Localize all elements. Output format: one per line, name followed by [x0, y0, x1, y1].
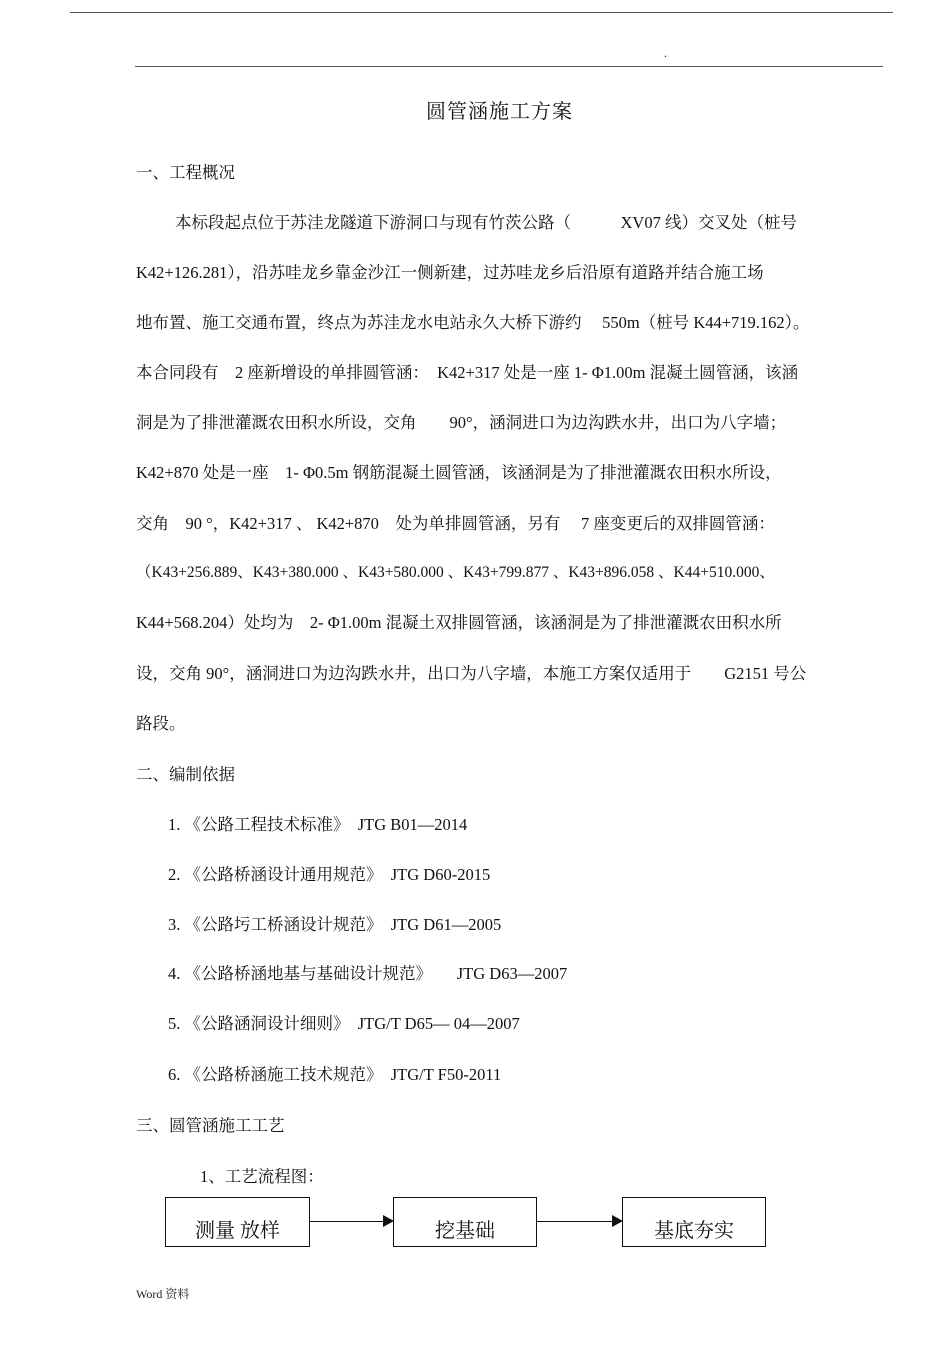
- paragraph-line: K42+870 处是一座 1- Φ0.5m 钢筋混凝土圆管涵，该涵洞是为了排泄灌溉农田积水所设，: [136, 463, 782, 482]
- paragraph-line: （K43+256.889、K43+380.000 、K43+580.000 、K43+799.877 、K43+896.058 、K44+510.000、: [136, 564, 775, 581]
- paragraph-line: K44+568.204）处均为 2- Φ1.00m 混凝土双排圆管涵，该涵洞是为了排泄灌溉农田积水所: [136, 613, 782, 632]
- flow-step-label: 基底夯实: [654, 1220, 734, 1242]
- header-mark: .: [664, 46, 667, 60]
- reference-item: 4. 《公路桥涵地基与基础设计规范》 JTG D63—2007: [168, 964, 568, 983]
- section-heading-basis: 二、编制依据: [136, 765, 235, 784]
- paragraph-line: K42+126.281），沿苏哇龙乡靠金沙江一侧新建，过苏哇龙乡后沿原有道路并结合施工场: [136, 263, 764, 282]
- flowchart-caption: 1、工艺流程图：: [200, 1167, 324, 1186]
- flow-step-label: 测量 放样: [195, 1220, 280, 1242]
- reference-item: 6. 《公路桥涵施工技术规范》 JTG/T F50-2011: [168, 1065, 502, 1084]
- header-rule-bottom: [135, 66, 883, 67]
- section-heading-process: 三、圆管涵施工工艺: [136, 1116, 285, 1135]
- paragraph-line: 洞是为了排泄灌溉农田积水所设，交角 90°，涵洞进口为边沟跌水井，出口为八字墙；: [136, 413, 787, 432]
- document-title: 圆管涵施工方案: [426, 101, 573, 123]
- flow-arrow-line: [310, 1221, 384, 1222]
- paragraph-line: 交角 90 °，K42+317 、 K42+870 处为单排圆管涵，另有 7 座变更后的双排圆管涵：: [136, 514, 775, 533]
- section-heading-overview: 一、工程概况: [136, 163, 235, 182]
- paragraph-line: 设，交角 90°，涵洞进口为边沟跌水井，出口为八字墙，本施工方案仅适用于 G2151 号公: [136, 664, 807, 683]
- footer-label: Word 资料: [136, 1287, 190, 1301]
- paragraph-line: 本合同段有 2 座新增设的单排圆管涵： K42+317 处是一座 1- Φ1.00m 混凝土圆管涵，该涵: [136, 363, 799, 382]
- paragraph-line: 地布置、施工交通布置，终点为苏洼龙水电站永久大桥下游约 550m（桩号 K44+719.162）。: [136, 313, 810, 332]
- header-rule-top: [70, 12, 893, 13]
- flow-step-compact: [622, 1197, 766, 1247]
- reference-item: 5. 《公路涵洞设计细则》 JTG/T D65— 04—2007: [168, 1014, 520, 1033]
- reference-item: 2. 《公路桥涵设计通用规范》 JTG D60-2015: [168, 865, 491, 884]
- reference-item: 1. 《公路工程技术标准》 JTG B01—2014: [168, 815, 468, 834]
- flow-step-label: 挖基础: [435, 1220, 495, 1242]
- paragraph-line: 路段。: [136, 714, 186, 733]
- flow-step-excavate: [393, 1197, 537, 1247]
- paragraph-line: 本标段起点位于苏洼龙隧道下游洞口与现有竹茨公路（ XV07 线）交叉处（桩号: [175, 213, 797, 232]
- reference-item: 3. 《公路圬工桥涵设计规范》 JTG D61—2005: [168, 915, 502, 934]
- flow-arrow-line: [537, 1221, 613, 1222]
- flow-step-survey: [165, 1197, 310, 1247]
